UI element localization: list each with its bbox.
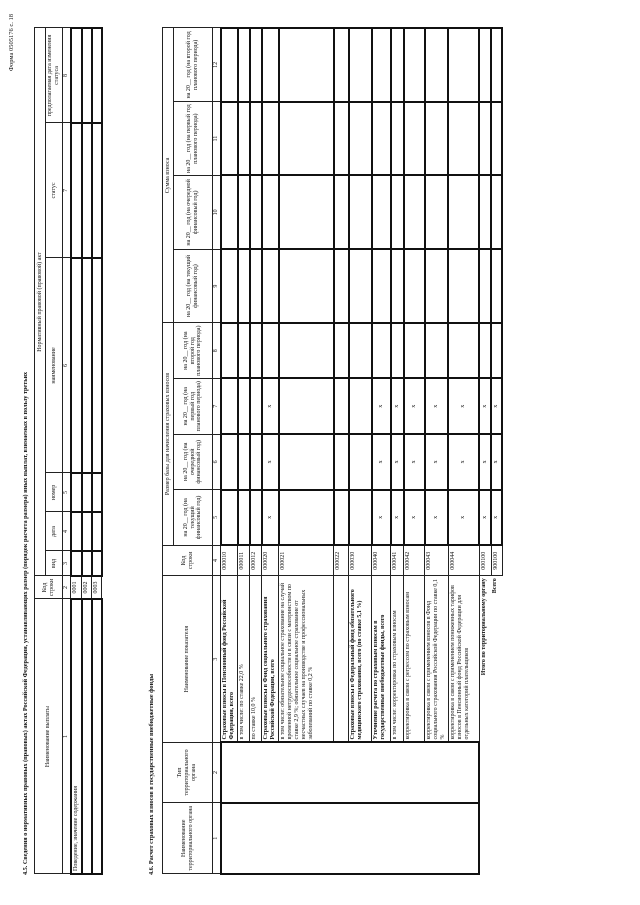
- value-cell: [279, 323, 334, 379]
- indicator-label: Страховые взносы в Пенсионный фонд Российской Федерации, всего: [221, 576, 238, 743]
- value-cell: [238, 378, 250, 434]
- row-code: 000040: [372, 545, 391, 576]
- x-mark: х: [448, 434, 479, 490]
- x-mark: х: [425, 490, 449, 546]
- x-mark: х: [479, 378, 491, 434]
- header-sum-group: Сумма взноса: [163, 28, 174, 323]
- value-cell: [349, 102, 372, 176]
- indicator-label: Страховые взносы в Федеральный фонд обязательного медицинского страхования, всего (по ставке 5,1 %): [349, 576, 372, 743]
- value-cell: [491, 176, 502, 250]
- value-cell: [349, 490, 372, 546]
- indicator-label: корректировка в связи с регрессом по страховым взносам: [404, 576, 425, 743]
- section-4-6-title: 4.6. Расчет страховых взносов в государственные внебюджетные фонды: [148, 673, 155, 875]
- value-cell: [221, 490, 238, 546]
- x-mark: х: [479, 490, 491, 546]
- x-mark: х: [262, 378, 279, 434]
- value-cell: [391, 102, 404, 176]
- x-mark: х: [391, 490, 404, 546]
- value-cell: [479, 323, 491, 379]
- value-cell: [262, 323, 279, 379]
- header-date-status: предполагаемая дата изменения статуса: [46, 28, 63, 123]
- value-cell: [250, 434, 262, 490]
- x-mark: х: [391, 378, 404, 434]
- row-code: 900100: [491, 545, 502, 576]
- header-payment-name: Наименование выплаты: [35, 599, 63, 874]
- value-cell: [221, 434, 238, 490]
- header-indicator-name: Наименование показателя: [163, 576, 213, 743]
- table-row: [221, 28, 238, 874]
- value-cell: [279, 490, 334, 546]
- value-cell: [279, 378, 334, 434]
- value-cell: [279, 102, 334, 176]
- value-cell: [404, 28, 425, 102]
- x-mark: х: [491, 378, 502, 434]
- section-4-6-table: Наименование территориального органа Тип территориального органа Наименование показателя Код строки Размер базы для начисления страховых взносов Сумма взноса на 20__ год (на текущий финансовый год) на 20__ год (на очередной финансовый год) на 20__ год (на первый год планового периода) на 20__ год (на второй год планового периода) на 20__ год (на текущий финансовый год) на 20__ год (на очередной финансовый год) на 20__ год (на первый год планового периода) на 20__ год (на второй год планового периода) 1 2 3 4 5 6 7 8 9 10 11 12 Страховые взносы в Пенсионный фонд Российской Федерации, всего 000010 в том числе: по ставке 22,0 % 000011 по ставке 10,0 % 000012 Страховые взносы в Фонд социального страхования Российской Федерации, всего 000020 х х х в том числе: обязательное социальное страхование на случай временной нетрудоспособности и в связи с материнством по ставке 2,9 %; обязательное социальное страхование от несчастных случаев на производстве и профессиональных заболеваний по ставке 0,2 % 000021 000022 Страховые взносы в Федеральный фонд обязательного медицинского страхования, всего (по ставке 5,1 %) 000030 Уточнение расчета по страховым взносам в государственные внебюджетные фонды, всего 000040 х х х в том числе: корректировка по страховым взносам 000041 х х х корректировка в связи с регрессом по страховым взносам 000042 х х х корректировка в связи с применением взносов в Фонд социального страхования Российской Федерации по ставке 0,1 % 000043 х х х корректировка в связи с применением пониженных тарифов взносов в Пенсионный фонд Российской Федерации для отдельных категорий плательщиков 000044 х х х Итого по территориальному органу 000100 х х х Всего 900100 х х х: [162, 27, 503, 875]
- header-code-line: Код строки: [35, 576, 63, 599]
- value-cell: [238, 28, 250, 102]
- value-cell: [425, 102, 449, 176]
- value-cell: [349, 323, 372, 379]
- value-cell: [479, 102, 491, 176]
- value-cell: [425, 28, 449, 102]
- x-mark: х: [425, 434, 449, 490]
- section-4-5-title: 4.5. Сведения о нормативных правовых (правовых) актах Российской Федерации, устанавливающих размер (порядок расчета размера) иных выплат, взимаемых в пользу третьих: [22, 371, 29, 875]
- value-cell: [250, 249, 262, 323]
- indicator-label: корректировка в связи с применением пониженных тарифов взносов в Пенсионный фонд Российской Федерации для отдельных категорий плательщиков: [448, 576, 479, 743]
- value-cell: [262, 249, 279, 323]
- value-cell: [479, 249, 491, 323]
- section-4-6-body: [221, 28, 502, 874]
- indicator-label: в том числе: обязательное социальное страхование на случай временной нетрудоспособности и в связи с материнством по ставке 2,9 %; обязательное социальное страхование от несчастных случаев на производстве и профессиональных заболеваний по ставке 0,2 %: [279, 576, 334, 743]
- x-mark: х: [448, 490, 479, 546]
- indicator-label: в том числе: по ставке 22,0 %: [238, 576, 250, 743]
- value-cell: [250, 176, 262, 250]
- indicator-label: [334, 576, 349, 743]
- value-cell: [221, 176, 238, 250]
- header-organ-name: Наименование территориального органа: [163, 803, 213, 874]
- value-cell: [349, 249, 372, 323]
- value-cell: [334, 249, 349, 323]
- row-code: 000020: [262, 545, 279, 576]
- value-cell: [391, 28, 404, 102]
- x-mark: х: [479, 434, 491, 490]
- value-cell: [448, 249, 479, 323]
- value-cell: [334, 28, 349, 102]
- value-cell: [404, 249, 425, 323]
- organ-type-cell: [221, 742, 479, 802]
- table-row: 0003: [92, 28, 102, 874]
- value-cell: [279, 176, 334, 250]
- indicator-label: Страховые взносы в Фонд социального страхования Российской Федерации, всего: [262, 576, 279, 743]
- x-mark: х: [491, 434, 502, 490]
- value-cell: [404, 323, 425, 379]
- row-code: 000044: [448, 545, 479, 576]
- row-code: 000021: [279, 545, 334, 576]
- value-cell: [448, 176, 479, 250]
- section-4-5-table: [34, 27, 103, 875]
- row-code: 000011: [238, 545, 250, 576]
- header-code-line: Код строки: [163, 545, 213, 576]
- value-cell: [391, 249, 404, 323]
- value-cell: [491, 28, 502, 102]
- value-cell: [334, 378, 349, 434]
- value-cell: [372, 28, 391, 102]
- value-cell: [349, 176, 372, 250]
- x-mark: х: [404, 490, 425, 546]
- value-cell: [448, 28, 479, 102]
- row-code: 000041: [391, 545, 404, 576]
- row-code: 000030: [349, 545, 372, 576]
- value-cell: [250, 378, 262, 434]
- header-naimenovanie: наименование: [46, 258, 63, 473]
- value-cell: [425, 249, 449, 323]
- organ-name-cell: [221, 803, 479, 874]
- value-cell: [262, 176, 279, 250]
- value-cell: [250, 28, 262, 102]
- value-cell: [334, 176, 349, 250]
- indicator-label: в том числе: корректировка по страховым взносам: [391, 576, 404, 743]
- x-mark: х: [425, 378, 449, 434]
- value-cell: [221, 102, 238, 176]
- row-code: 000100: [479, 545, 491, 576]
- value-cell: [221, 28, 238, 102]
- header-status: статус: [46, 123, 63, 258]
- value-cell: [238, 434, 250, 490]
- value-cell: [479, 28, 491, 102]
- x-mark: х: [491, 490, 502, 546]
- value-cell: [391, 176, 404, 250]
- value-cell: [250, 490, 262, 546]
- value-cell: [372, 102, 391, 176]
- row-code: 000010: [221, 545, 238, 576]
- value-cell: [372, 323, 391, 379]
- value-cell: [372, 176, 391, 250]
- value-cell: [425, 176, 449, 250]
- value-cell: [334, 323, 349, 379]
- indicator-label: корректировка в связи с применением взносов в Фонд социального страхования Российской Федерации по ставке 0,1 %: [425, 576, 449, 743]
- header-npa-group: Нормативный правовой (правовой) акт: [35, 28, 46, 576]
- indicator-label: Итого по территориальному органу: [481, 578, 488, 676]
- column-numbers-row: 1 2 3 4 5 6 7 8 9 10 11 12: [213, 28, 221, 874]
- value-cell: [349, 434, 372, 490]
- value-cell: [448, 323, 479, 379]
- row-code: 000042: [404, 545, 425, 576]
- table-row: [491, 28, 502, 874]
- header-base-group: Размер базы для начисления страховых взносов: [163, 323, 174, 545]
- value-cell: [221, 378, 238, 434]
- value-cell: [404, 102, 425, 176]
- indicator-label: по ставке 10,0 %: [250, 576, 262, 743]
- value-cell: [372, 249, 391, 323]
- table-row: [479, 28, 491, 874]
- table-row: 0002: [82, 28, 92, 874]
- value-cell: [238, 102, 250, 176]
- indicator-label: Всего: [492, 578, 499, 594]
- indicator-label: Уточнение расчета по страховым взносам в государственные внебюджетные фонды, всего: [372, 576, 391, 743]
- x-mark: х: [448, 378, 479, 434]
- table-row: Поведение, значение содержания 0001: [71, 28, 82, 874]
- value-cell: [448, 102, 479, 176]
- x-mark: х: [372, 378, 391, 434]
- x-mark: х: [391, 434, 404, 490]
- value-cell: [334, 434, 349, 490]
- value-cell: [391, 323, 404, 379]
- value-cell: [334, 102, 349, 176]
- value-cell: [221, 323, 238, 379]
- value-cell: [238, 176, 250, 250]
- value-cell: [404, 176, 425, 250]
- header-organ-type: Тип территориального органа: [163, 742, 213, 802]
- value-cell: [279, 28, 334, 102]
- x-mark: х: [372, 490, 391, 546]
- value-cell: [279, 249, 334, 323]
- x-mark: х: [372, 434, 391, 490]
- value-cell: [238, 323, 250, 379]
- value-cell: [279, 434, 334, 490]
- row-code: 000012: [250, 545, 262, 576]
- x-mark: х: [404, 378, 425, 434]
- value-cell: [262, 28, 279, 102]
- value-cell: [238, 490, 250, 546]
- value-cell: [221, 249, 238, 323]
- column-numbers-row: 1 2 3 4 5 6 7 8: [63, 28, 71, 874]
- row-code: 000022: [334, 545, 349, 576]
- x-mark: х: [404, 434, 425, 490]
- value-cell: [479, 176, 491, 250]
- header-nomer: номер: [46, 473, 63, 512]
- value-cell: [262, 102, 279, 176]
- value-cell: [425, 323, 449, 379]
- x-mark: х: [262, 490, 279, 546]
- header-vid: вид: [46, 551, 63, 576]
- form-code: Форма 0505176 с. 18: [8, 14, 15, 72]
- value-cell: [250, 323, 262, 379]
- value-cell: [491, 323, 502, 379]
- x-mark: х: [262, 434, 279, 490]
- header-data: дата: [46, 512, 63, 551]
- value-cell: [334, 490, 349, 546]
- value-cell: [349, 378, 372, 434]
- value-cell: [238, 249, 250, 323]
- value-cell: [250, 102, 262, 176]
- value-cell: [491, 249, 502, 323]
- value-cell: [349, 28, 372, 102]
- value-cell: [491, 102, 502, 176]
- row-code: 000043: [425, 545, 449, 576]
